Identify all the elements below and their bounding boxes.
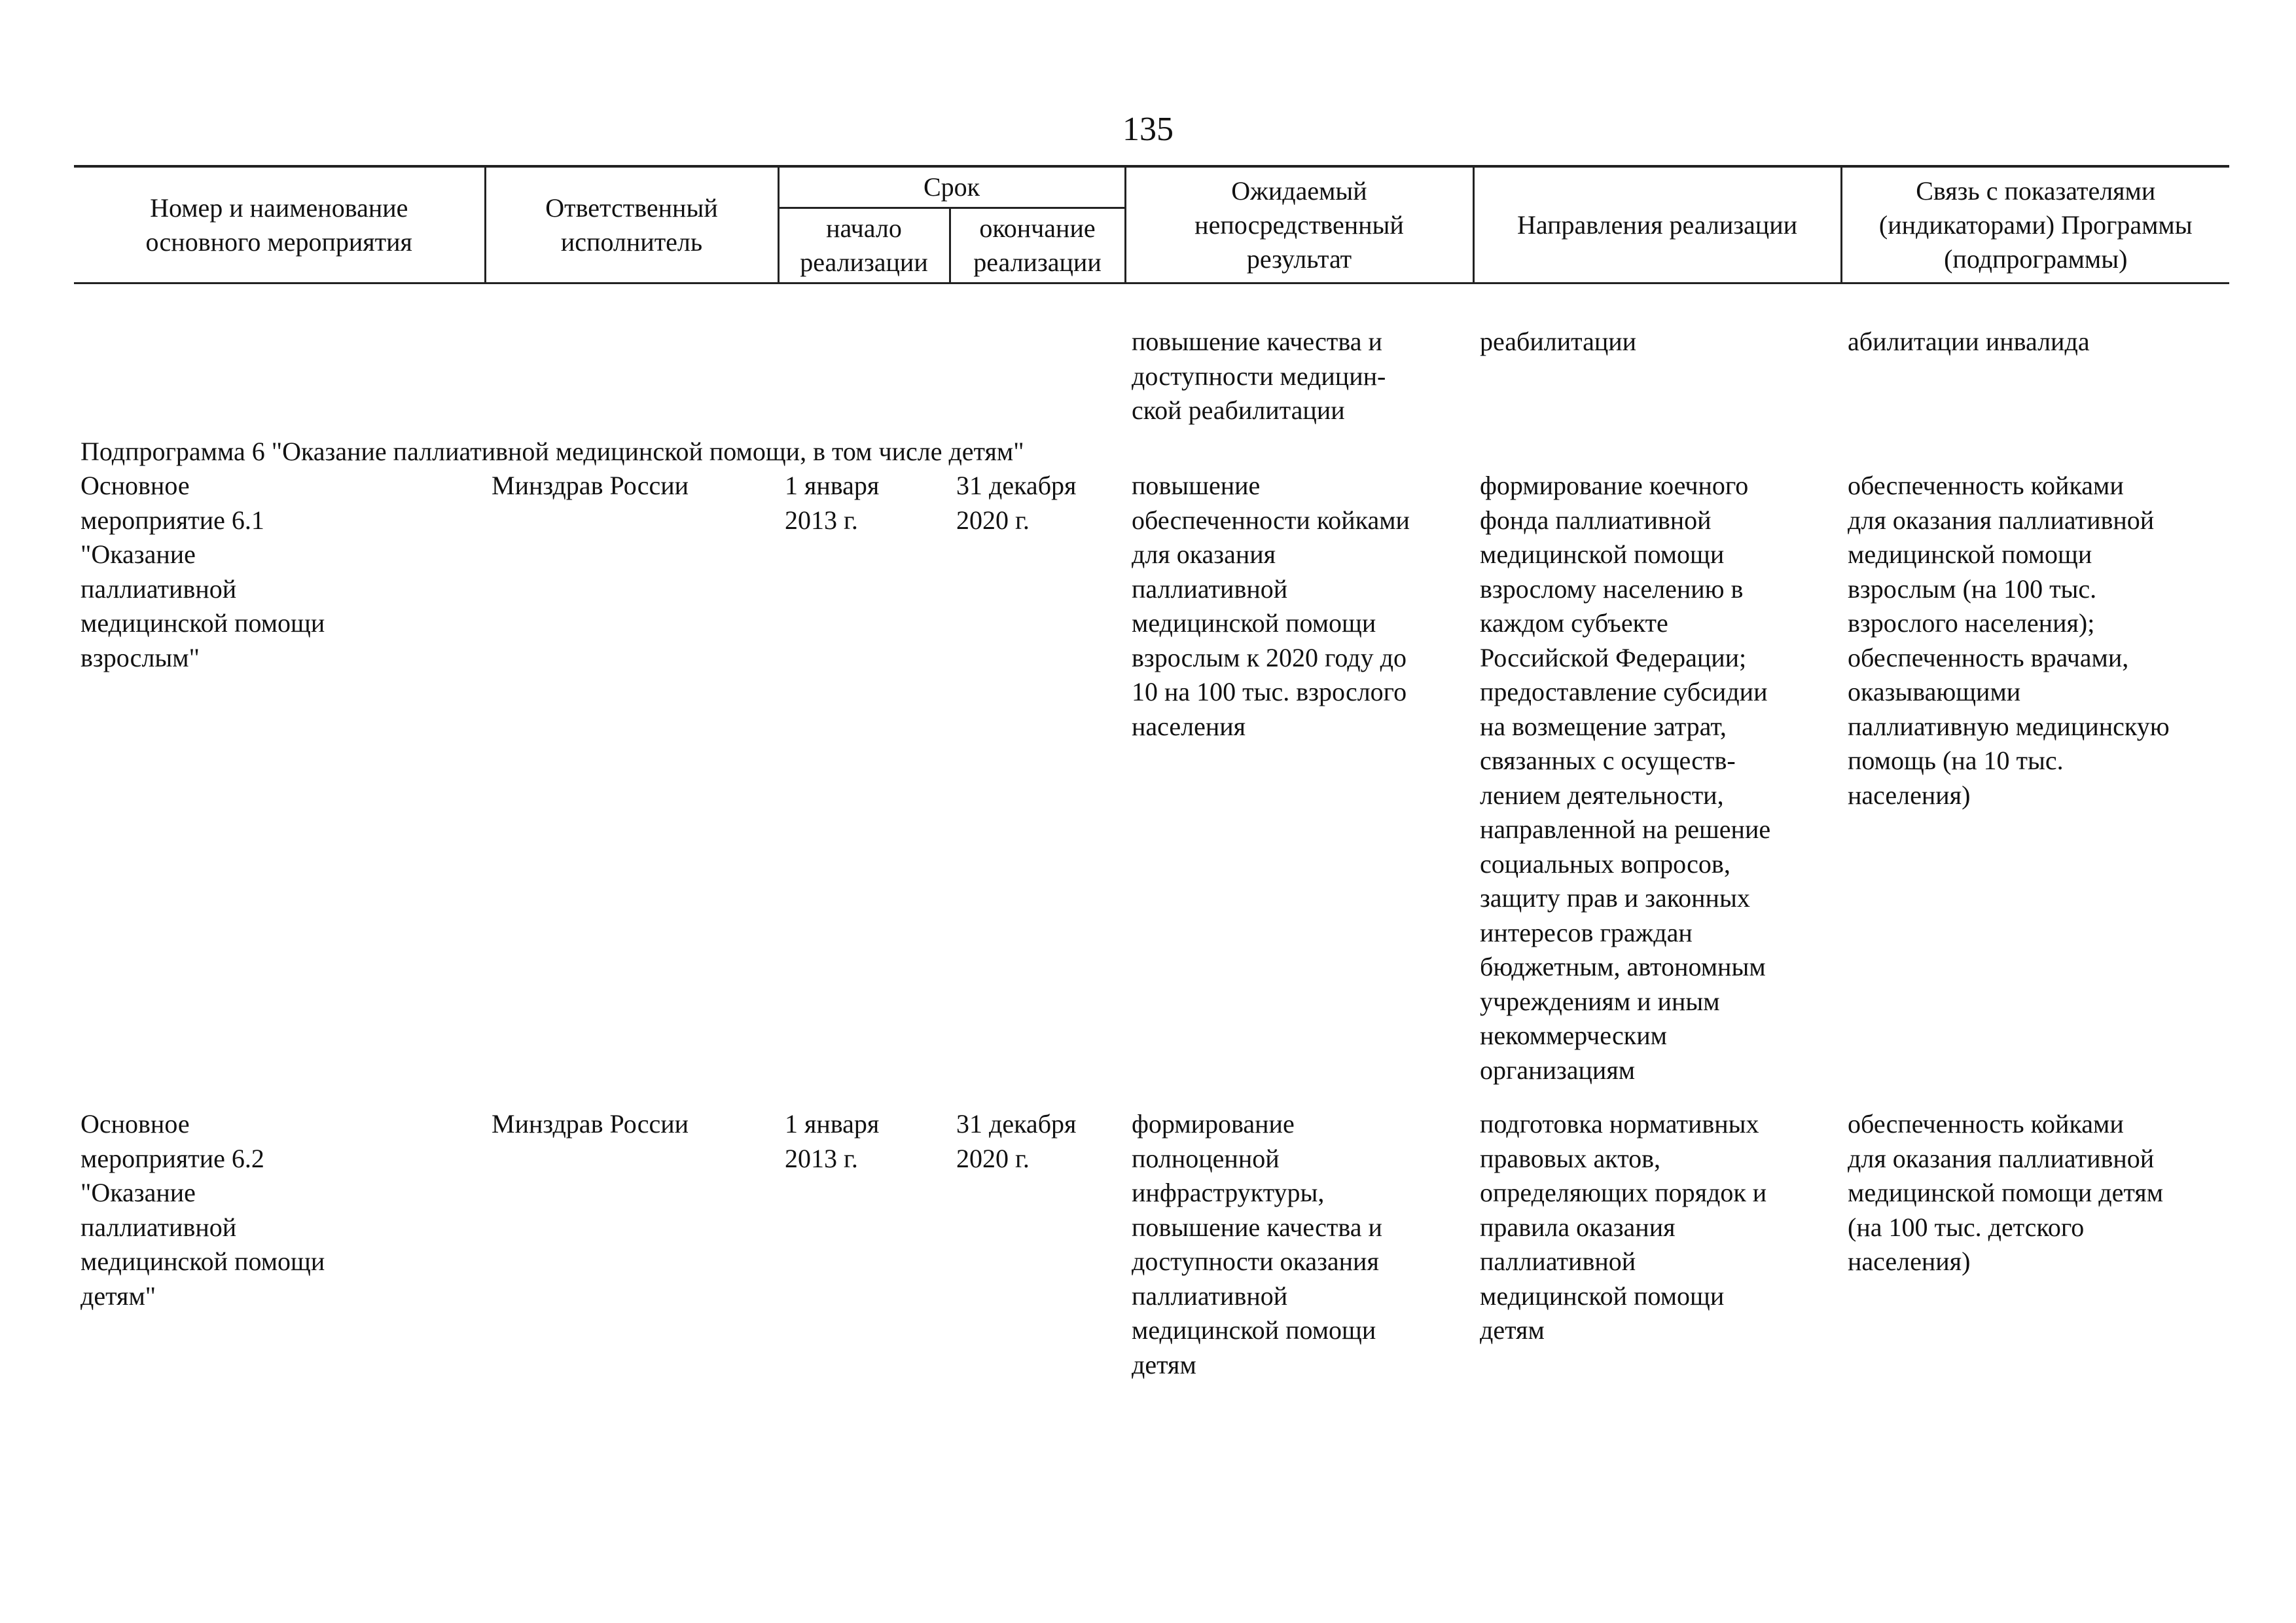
header-start: начало реализации xyxy=(778,208,950,283)
measure-name: Основное мероприятие 6.1 "Оказание паллиативной медицинской помощи взрослым" xyxy=(81,471,325,672)
indicators: обеспеченность койками для оказания паллиативной медицинской помощи взрослым (на 100 тыс. взрослого населения); обеспеченность врачами, оказывающими паллиативную медицинскую помощь (на 10 тыс. населения) xyxy=(1848,471,2170,810)
header-indicators: Связь с показателями (индикаторами) Программы (подпрограммы) xyxy=(1841,166,2229,283)
measures-table-container xyxy=(74,165,2229,1382)
table-row xyxy=(74,469,2229,1107)
header-result: Ожидаемый непосредственный результат xyxy=(1125,166,1473,283)
header-measure: Номер и наименование основного мероприятия xyxy=(74,166,485,283)
header-directions: Направления реализации xyxy=(1473,166,1841,283)
executor: Минздрав России xyxy=(492,1109,689,1139)
header-end: окончание реализации xyxy=(950,208,1125,283)
header-executor: Ответственный исполнитель xyxy=(485,166,778,283)
page-number: 135 xyxy=(1122,111,1174,148)
directions: подготовка нормативных правовых актов, определяющих порядок и правила оказания паллиативной медицинской помощи детям xyxy=(1480,1109,1767,1345)
end-date: 31 декабря 2020 г. xyxy=(956,471,1077,535)
directions: формирование коечного фонда паллиативной медицинской помощи взрослому населению в каждом субъекте Российской Федерации; предоставление субсидии на возмещение затрат, связанных с осуществ- лением деятельности, направленной на решение социальных вопросов, защиту прав и законных интересов граждан бюджетным, автономным учреждениям и иным некоммерческим организациям xyxy=(1480,471,1771,1085)
continuation-directions: реабилитации xyxy=(1480,327,1637,356)
expected-result: повышение обеспеченности койками для оказания паллиативной медицинской помощи взрослым к 2020 году до 10 на 100 тыс. взрослого населения xyxy=(1132,471,1410,741)
table-row-subprogram xyxy=(74,435,2229,469)
table-row-continuation xyxy=(74,283,2229,435)
indicators: обеспеченность койками для оказания паллиативной медицинской помощи детям (на 100 тыс. детского населения) xyxy=(1848,1109,2164,1276)
continuation-result: повышение качества и доступности медицин- ской реабилитации xyxy=(1132,327,1386,425)
subprogram-title: Подпрограмма 6 "Оказание паллиативной медицинской помощи, в том числе детям" xyxy=(81,436,1024,466)
expected-result: формирование полноценной инфраструктуры, повышение качества и доступности оказания паллиативной медицинской помощи детям xyxy=(1132,1109,1382,1379)
start-date: 1 января 2013 г. xyxy=(785,471,880,535)
continuation-indicators: абилитации инвалида xyxy=(1848,327,2090,356)
table-row xyxy=(74,1107,2229,1382)
executor: Минздрав России xyxy=(492,471,689,500)
start-date: 1 января 2013 г. xyxy=(785,1109,880,1173)
end-date: 31 декабря 2020 г. xyxy=(956,1109,1077,1173)
measures-table xyxy=(74,165,2229,1382)
measure-name: Основное мероприятие 6.2 "Оказание паллиативной медицинской помощи детям" xyxy=(81,1109,325,1311)
header-term: Срок xyxy=(778,166,1125,208)
